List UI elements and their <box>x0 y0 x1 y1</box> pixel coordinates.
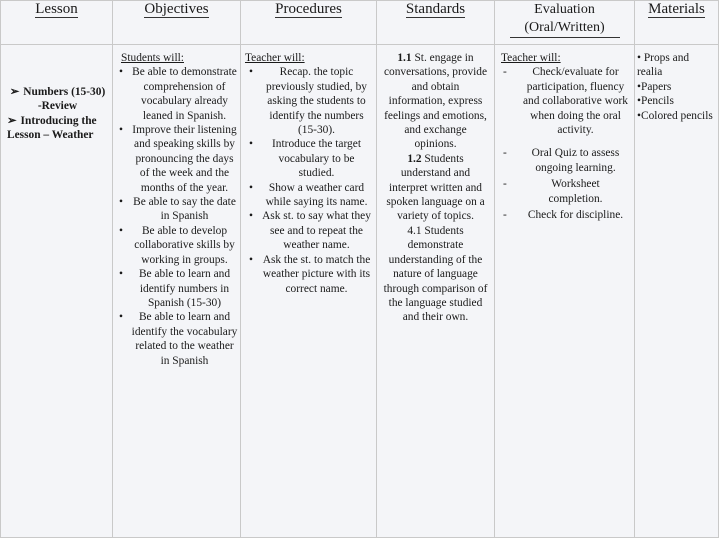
objectives-list <box>115 65 238 368</box>
list-item: •Colored pencils <box>637 109 713 122</box>
list-item: • Introduce the target vocabulary to be studied. <box>249 138 361 180</box>
header-materials: Materials <box>635 1 719 45</box>
lesson-item: ➢ Introducing the Lesson – Weather <box>7 114 97 142</box>
procedures-heading: Teacher will: <box>245 52 305 64</box>
bullet-icon: • <box>119 224 123 237</box>
list-item: • Be able to learn and identify numbers in Spanish (15-30) <box>119 268 231 309</box>
bullet-icon: • <box>119 124 123 137</box>
list-item: • Show a weather card while saying its name. <box>249 181 368 209</box>
header-objectives: Objectives <box>113 1 241 45</box>
header-procedures: Procedures <box>241 1 377 45</box>
procedures-list <box>245 65 372 296</box>
header-lesson: Lesson <box>1 1 113 45</box>
list-item: • Ask the st. to match the weather picture with its correct name. <box>249 253 371 295</box>
list-item: • Be able to demonstrate comprehension of vocabulary already leaned in Spanish. <box>119 66 237 122</box>
list-item: - Worksheet completion. <box>503 178 603 205</box>
content-row <box>1 45 719 538</box>
objectives-cell <box>113 45 241 538</box>
objectives-heading: Students will: <box>121 52 184 64</box>
standard-4-1: 4.1 Students demonstrate understanding of the nature of language through comparison of the language studied and their own. <box>383 224 488 324</box>
list-item: - Check for discipline. <box>503 209 624 222</box>
standard-1-1: 1.1 St. engage in conversations, provide and obtain information, express feelings and emotions, and exchange opinions. <box>383 52 488 151</box>
evaluation-heading: Teacher will: <box>501 52 561 64</box>
arrow-bullet-icon: ➢ <box>7 114 17 127</box>
bullet-icon: • <box>249 138 253 151</box>
list-item: • Recap. the topic previously studied, by asking the students to identify the numbers (15-30). <box>249 66 367 137</box>
bullet-icon: • <box>119 196 123 209</box>
dash-bullet-icon: - <box>503 209 507 222</box>
bullet-icon: • <box>249 66 253 79</box>
header-row <box>1 1 719 45</box>
standard-1-2: 1.2 Students understand and interpret written and spoken language on a variety of topics. <box>386 152 485 223</box>
list-item: - Oral Quiz to assess ongoing learning. <box>503 147 620 174</box>
lesson-item: ➢ Numbers (15-30) -Review <box>9 86 106 113</box>
header-standards: Standards <box>377 1 495 45</box>
dash-bullet-icon: - <box>503 147 507 160</box>
dash-bullet-icon: - <box>503 66 507 79</box>
lesson-cell <box>1 45 113 538</box>
standards-cell <box>377 45 495 538</box>
arrow-bullet-icon: ➢ <box>9 86 20 98</box>
bullet-icon: • <box>249 210 253 223</box>
dash-bullet-icon: - <box>503 178 507 191</box>
list-item: • Improve their listening and speaking skills by pronouncing the days of the week and the months of the year. <box>119 124 237 194</box>
header-evaluation: Evaluation (Oral/Written) <box>495 1 635 45</box>
procedures-cell <box>241 45 377 538</box>
bullet-icon: • <box>119 66 123 79</box>
bullet-icon: • <box>249 181 253 194</box>
materials-cell <box>635 45 719 538</box>
list-item: • Ask st. to say what they see and to repeat the weather name. <box>249 210 371 252</box>
bullet-icon: • <box>119 311 123 324</box>
evaluation-cell <box>495 45 635 538</box>
bullet-icon: • <box>249 253 253 266</box>
list-item: • Be able to say the date in Spanish <box>119 196 236 223</box>
list-item: • Be able to develop collaborative skills by working in groups. <box>119 224 235 266</box>
list-item: • Be able to learn and identify the vocabulary related to the weather in Spanish <box>119 311 238 367</box>
list-item: •Pencils <box>637 95 674 108</box>
list-item: • Props and realia <box>637 52 690 79</box>
bullet-icon: • <box>119 268 123 281</box>
list-item: •Papers <box>637 80 672 93</box>
list-item: - Check/evaluate for participation, fluency and collaborative work when doing the oral activity. <box>503 66 629 137</box>
